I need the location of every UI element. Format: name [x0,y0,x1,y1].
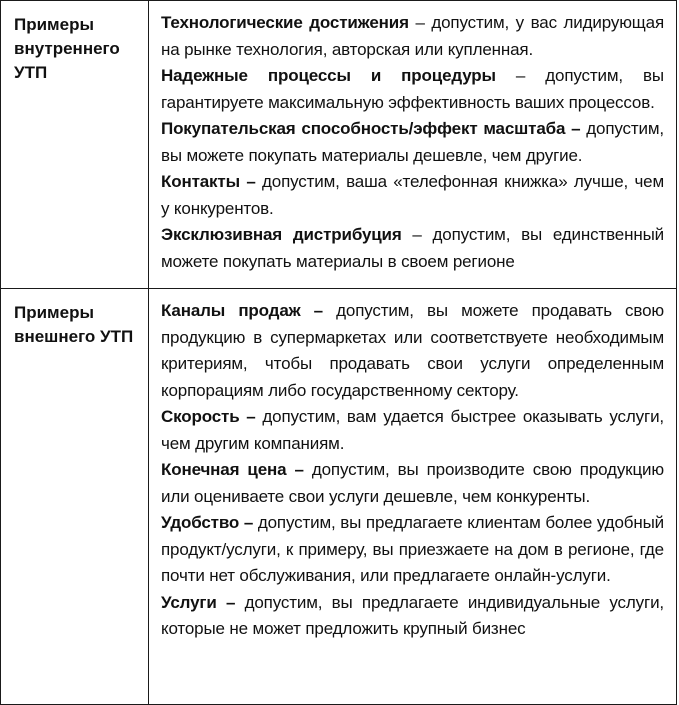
list-item [161,116,664,169]
item-text: допустим, вы предлагаете индивидуальные услуги, которые не может предложить крупный бизнес [161,592,664,638]
item-text: допустим, ваша «телефонная книжка» лучше, чем у конкурентов. [161,172,665,218]
item-text: – допустим, вы гарантируете максимальную эффективность ваших процессов. [161,66,664,112]
row-content [149,1,677,289]
item-term: Технологические достижения [161,13,409,32]
row-content [149,289,677,705]
item-text: допустим, вам удается быстрее оказывать услуги, чем другим компаниям. [161,407,664,453]
item-term: Эксклюзивная дистрибуция [161,225,402,244]
item-term: Скорость – [161,407,256,426]
table-row-internal-usp [1,1,677,289]
item-term: Контакты – [161,172,256,191]
item-term: Конечная цена – [161,460,304,479]
item-text: допустим, вы предлагаете клиентам более удобный продукт/услуги, к примеру, вы приезжаете на дом в регионе, где почти нет обслуживания, или предлагаете онлайн-услуги. [161,513,664,585]
item-term: Каналы продаж – [161,301,323,320]
row-label: Примеры внешнего УТП [1,289,149,705]
item-term: Услуги – [161,592,236,612]
item-text: допустим, вы можете покупать материалы дешевле, чем другие. [161,119,665,165]
list-item [161,457,664,510]
item-term: Удобство – [161,513,254,532]
list-item [161,10,664,63]
item-text: – допустим, вы единственный можете покупать материалы в своем регионе [161,225,664,271]
list-item [161,63,664,116]
list-item [161,590,664,643]
row-label: Примеры внутреннего УТП [1,1,149,289]
item-text: допустим, вы производите свою продукцию или оцениваете свои услуги дешевле, чем конкуренты. [161,460,664,506]
item-term: Покупательская способность/эффект масштаба – [161,119,581,138]
list-item [161,404,664,457]
item-text: допустим, вы можете продавать свою продукцию в супермаркетах или соответствуете необходимым критериям, чтобы продавать свои услуги определенным корпорациям либо государственному сектору. [161,301,665,400]
list-item [161,222,664,275]
item-term: Надежные процессы и процедуры [161,66,496,85]
table-row-external-usp [1,289,677,705]
list-item [161,298,664,404]
item-text: – допустим, у вас лидирующая на рынке технология, авторская или купленная. [161,13,665,59]
list-item [161,510,664,590]
list-item [161,169,664,222]
